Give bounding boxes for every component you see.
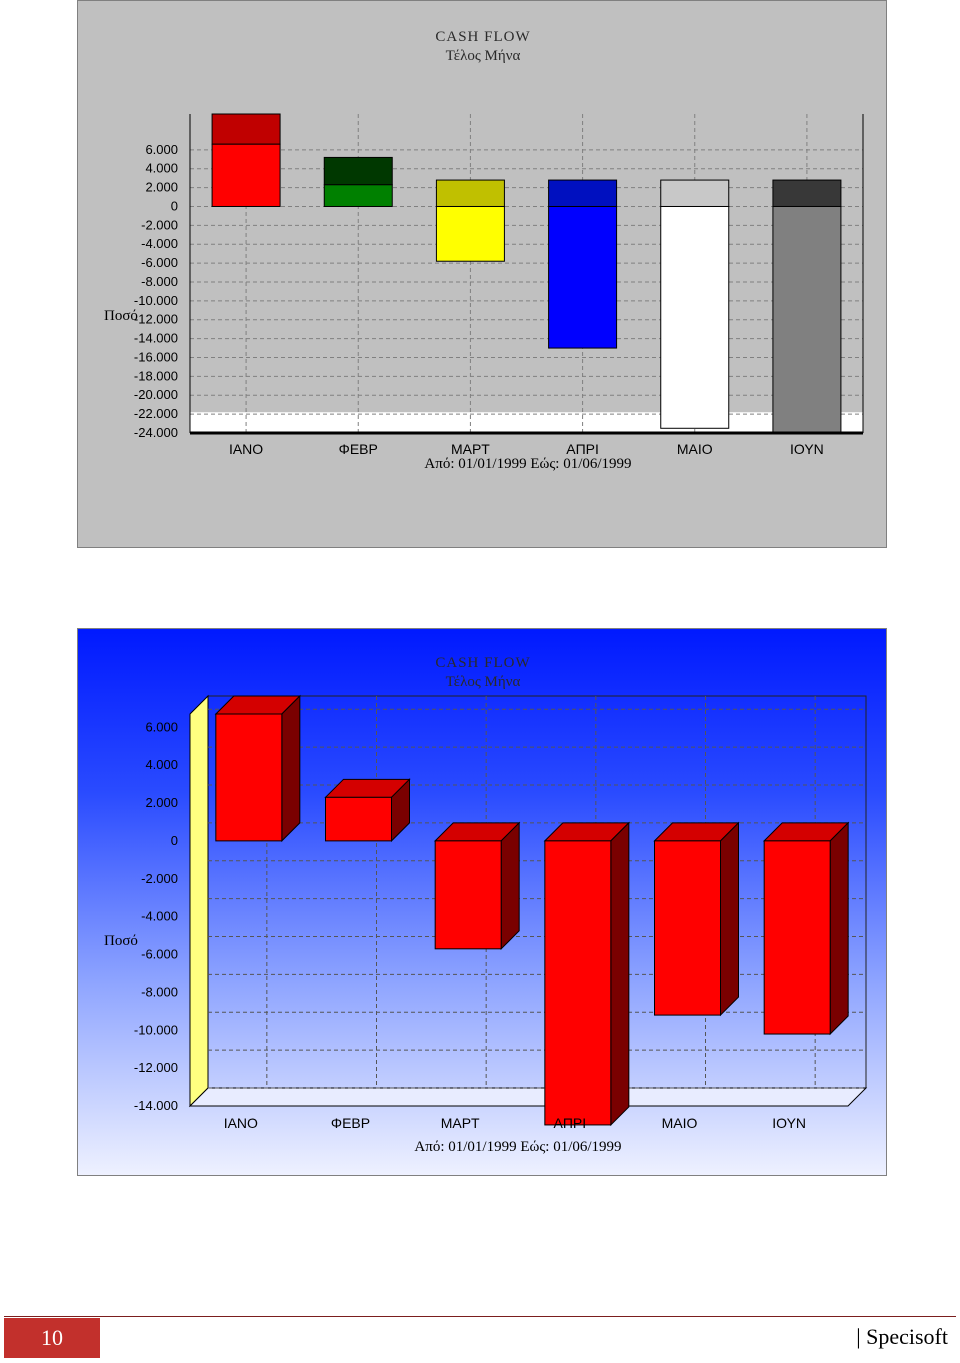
y-tick-label: 4.000 [145,160,178,176]
x-tick-label: ΙΑΝΟ [223,1115,258,1131]
floor [190,1088,866,1106]
y-tick-label: -8.000 [141,273,178,289]
y-tick-label: -6.000 [141,255,178,271]
page-footer [0,1316,960,1363]
plot-area [190,114,863,433]
page-number: 10 [4,1318,100,1358]
y-tick-label: -8.000 [141,984,178,1000]
y-axis-label: Ποσό [104,308,138,324]
x-tick-label: ΙΟΥΝ [772,1115,807,1131]
bar-side [282,696,300,841]
bar [764,841,830,1034]
x-tick-label: ΜΑΡΤ [440,1115,480,1131]
bar-side [611,823,629,1125]
x-tick-label: ΜΑΙΟ [661,1115,698,1131]
chart-title: CASH FLOW [435,29,531,45]
x-tick-label: ΙΟΥΝ [790,441,824,457]
y-tick-label: -16.000 [133,349,178,365]
date-range: Από: 01/01/1999 Εώς: 01/06/1999 [424,456,632,472]
bar-cap [212,114,280,144]
x-tick-label: ΑΠΡΙ [553,1115,587,1131]
chart-panel-flat [77,0,887,548]
bar [436,206,504,261]
cash-flow-chart-3d [78,629,888,1177]
bar [661,206,729,428]
y-tick-label: 6.000 [145,141,178,157]
y-tick-label: -10.000 [133,292,178,308]
bar-side [721,823,739,1015]
bar-cap [436,180,504,206]
bar-cap [773,180,841,206]
y-tick-label: -14.000 [133,1098,178,1113]
bar [212,144,280,206]
y-tick-label: -14.000 [133,330,178,346]
y-tick-label: -22.000 [133,406,178,422]
bar [326,797,392,841]
y-tick-label: -18.000 [133,368,178,384]
bar [435,841,501,949]
cash-flow-chart-flat [78,1,888,549]
x-tick-label: ΑΠΡΙ [566,441,599,457]
bar [545,841,611,1125]
y-tick-label: -10.000 [133,1022,178,1038]
y-tick-label: -6.000 [141,946,178,962]
x-tick-label: ΙΑΝΟ [228,441,264,457]
bar [773,206,841,433]
bar-cap [661,180,729,206]
bar [655,841,721,1015]
y-tick-label: -4.000 [141,908,178,924]
y-tick-label: 0 [170,832,178,848]
y-tick-label: -12.000 [133,311,178,327]
bar-cap [324,157,392,184]
y-tick-label: 2.000 [145,179,178,195]
chart-subtitle: Τέλος Μήνα [445,48,521,64]
bar [216,714,282,841]
plot-floor [190,412,863,433]
y-axis-label: Ποσό [104,933,138,949]
y-tick-label: -20.000 [133,387,178,403]
bar [549,206,617,348]
x-tick-label: ΦΕΒΡ [338,441,378,457]
y-tick-label: 0 [170,198,178,214]
date-range: Από: 01/01/1999 Εώς: 01/06/1999 [414,1139,622,1155]
bar-side [501,823,519,949]
x-tick-label: ΦΕΒΡ [330,1115,371,1131]
chart-subtitle: Τέλος Μήνα [445,674,521,690]
y-tick-label: -12.000 [133,1060,178,1076]
x-tick-label: ΜΑΙΟ [676,441,713,457]
y-tick-label: 4.000 [145,757,178,773]
brand-name: | Specisoft [856,1324,948,1349]
bar [324,185,392,207]
chart-title: CASH FLOW [435,655,531,671]
chart-panel-3d [77,628,887,1176]
y-tick-label: -24.000 [133,425,178,440]
y-tick-label: -2.000 [141,870,178,886]
footer-divider [4,1316,956,1317]
y-tick-label: 2.000 [145,795,178,811]
y-tick-label: -2.000 [141,217,178,233]
side-wall [190,696,208,1106]
y-tick-label: 6.000 [145,719,178,735]
bar-side [830,823,848,1034]
x-tick-label: ΜΑΡΤ [450,441,490,457]
bar-cap [549,180,617,206]
y-tick-label: -4.000 [141,236,178,252]
